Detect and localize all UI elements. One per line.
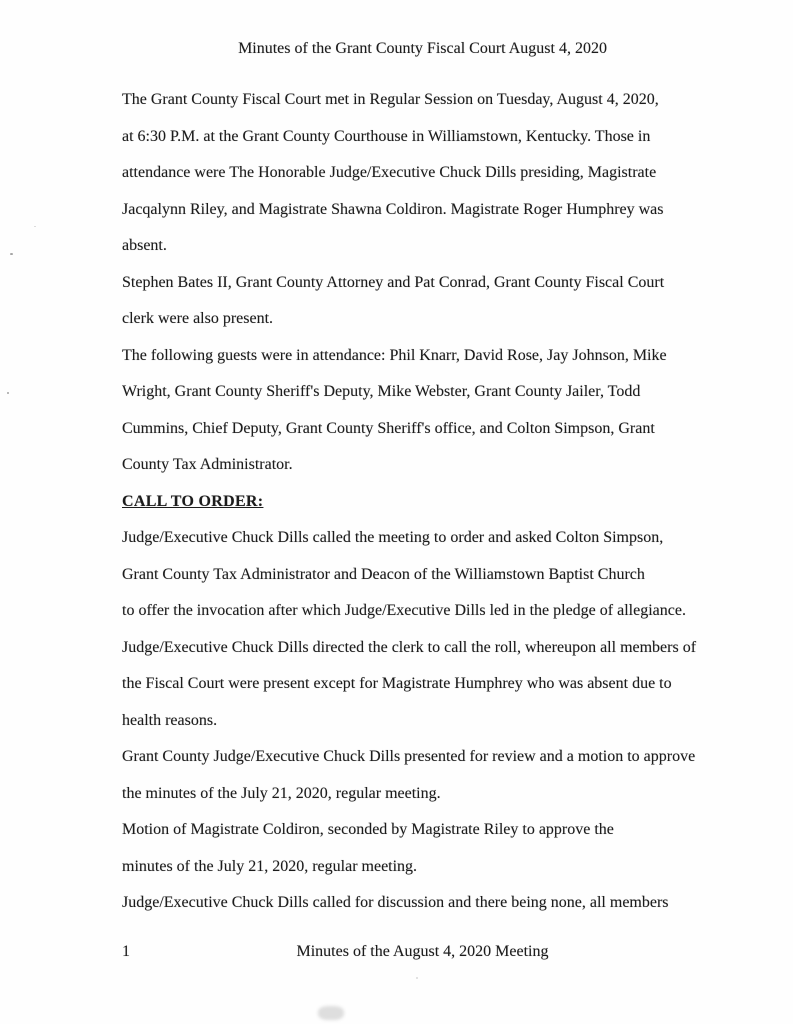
document-line: The Grant County Fiscal Court met in Regular Session on Tuesday, August 4, 2020, (122, 91, 659, 108)
document-line: absent. (122, 237, 167, 254)
document-line: Judge/Executive Chuck Dills directed the clerk to call the roll, whereupon all members of (122, 638, 697, 656)
scan-speck (10, 253, 13, 255)
document-line: Jacqalynn Riley, and Magistrate Shawna Coldiron. Magistrate Roger Humphrey was (122, 200, 664, 218)
document-line: clerk were also present. (122, 310, 274, 327)
document-line: Cummins, Chief Deputy, Grant County Sheriff's office, and Colton Simpson, Grant (122, 419, 655, 437)
document-line: Motion of Magistrate Coldiron, seconded by Magistrate Riley to approve the (122, 821, 614, 838)
footer-page-number: 1 (122, 943, 130, 960)
document-line: at 6:30 P.M. at the Grant County Courthouse in Williamstown, Kentucky. Those in (122, 127, 651, 145)
footer-text: Minutes of the August 4, 2020 Meeting (296, 943, 549, 960)
document-line: The following guests were in attendance: Phil Knarr, David Rose, Jay Johnson, Mike (122, 346, 667, 364)
scan-speck (34, 226, 36, 227)
document-line: the Fiscal Court were present except for Magistrate Humphrey who was absent due to (122, 675, 672, 692)
document-line: Stephen Bates II, Grant County Attorney and Pat Conrad, Grant County Fiscal Court (122, 273, 665, 291)
document-line: Judge/Executive Chuck Dills called for discussion and there being none, all members (122, 894, 669, 911)
document-line: Judge/Executive Chuck Dills called the meeting to order and asked Colton Simpson, (122, 529, 664, 546)
document-line: health reasons. (122, 711, 218, 729)
document-line: County Tax Administrator. (122, 456, 293, 473)
page-title: Minutes of the Grant County Fiscal Court August 4, 2020 (238, 40, 607, 57)
document-line: Grant County Tax Administrator and Deacon of the Williamstown Baptist Church (122, 565, 645, 583)
document-line: minutes of the July 21, 2020, regular meeting. (122, 857, 418, 875)
document-line: the minutes of the July 21, 2020, regular meeting. (122, 784, 441, 802)
document-line: Wright, Grant County Sheriff's Deputy, Mike Webster, Grant County Jailer, Todd (122, 383, 641, 400)
section-heading-call-to-order: CALL TO ORDER: (122, 492, 264, 510)
document-body (122, 82, 722, 922)
page-footer (0, 940, 793, 970)
document-line: to offer the invocation after which Judge/Executive Dills led in the pledge of allegiance. (122, 602, 686, 619)
scan-speck (416, 977, 418, 979)
document-line: attendance were The Honorable Judge/Executive Chuck Dills presiding, Magistrate (122, 164, 657, 181)
document-line: Grant County Judge/Executive Chuck Dills presented for review and a motion to approve (122, 748, 696, 765)
scan-speck (7, 392, 9, 394)
scan-smudge (318, 1006, 344, 1020)
